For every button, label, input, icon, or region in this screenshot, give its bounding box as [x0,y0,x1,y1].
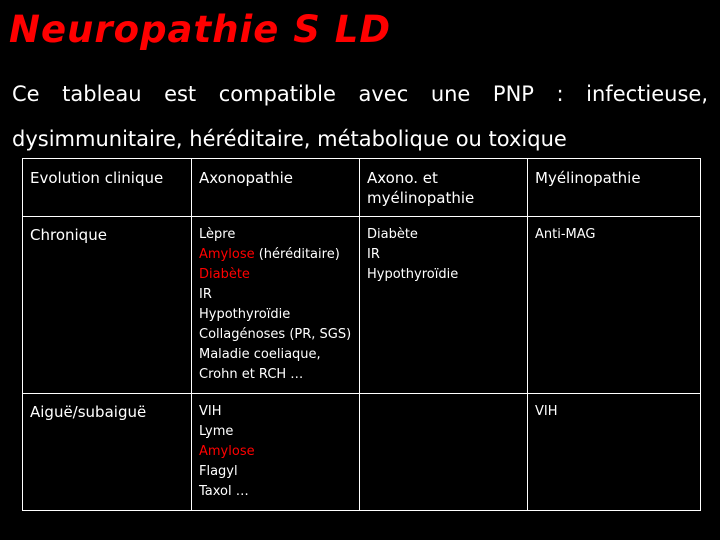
cell-line: Hypothyroïdie [367,267,459,282]
cell-line: IR [199,287,212,302]
neuropathy-table [22,158,701,511]
cell-line: Anti-MAG [535,227,596,242]
cell-line: Flagyl [199,464,238,479]
cell-myelinopathie [528,217,701,394]
cell-axono-myelino [360,217,528,394]
cell-axonopathie [192,394,360,511]
table-row-aigue [23,394,701,511]
header-evolution: Evolution clinique [23,159,192,217]
cell-line: Collagénoses (PR, SGS) [199,327,352,342]
cell-line: Hypothyroïdie [199,307,291,322]
cell-line: Amylose (héréditaire) [199,247,340,262]
row-label: Chronique [23,217,192,394]
cell-line: Diabète [199,267,250,282]
cell-line: Lèpre [199,227,236,242]
cell-line: Taxol … [199,484,249,499]
cell-line: Amylose [199,444,255,459]
cell-axono-myelino [360,394,528,511]
header-axonopathie: Axonopathie [192,159,360,217]
header-myelinopathie: Myélinopathie [528,159,701,217]
cell-axonopathie [192,217,360,394]
intro-text: Ce tableau est compatible avec une PNP : infectieuse, dysimmunitaire, héréditaire, métabolique ou toxique [12,82,708,151]
cell-line: IR [367,247,380,262]
header-axono-myelino: Axono. et myélinopathie [360,159,528,217]
cell-myelinopathie [528,394,701,511]
cell-line: Lyme [199,424,234,439]
cell-line: Maladie coeliaque, Crohn et RCH … [199,347,321,382]
cell-line: VIH [535,404,558,419]
table-header-row [23,159,701,217]
cell-line: Diabète [367,227,418,242]
cell-line: VIH [199,404,222,419]
slide-title: Neuropathie S LD [9,8,392,51]
table-row-chronique [23,217,701,394]
row-label: Aiguë/subaiguë [23,394,192,511]
